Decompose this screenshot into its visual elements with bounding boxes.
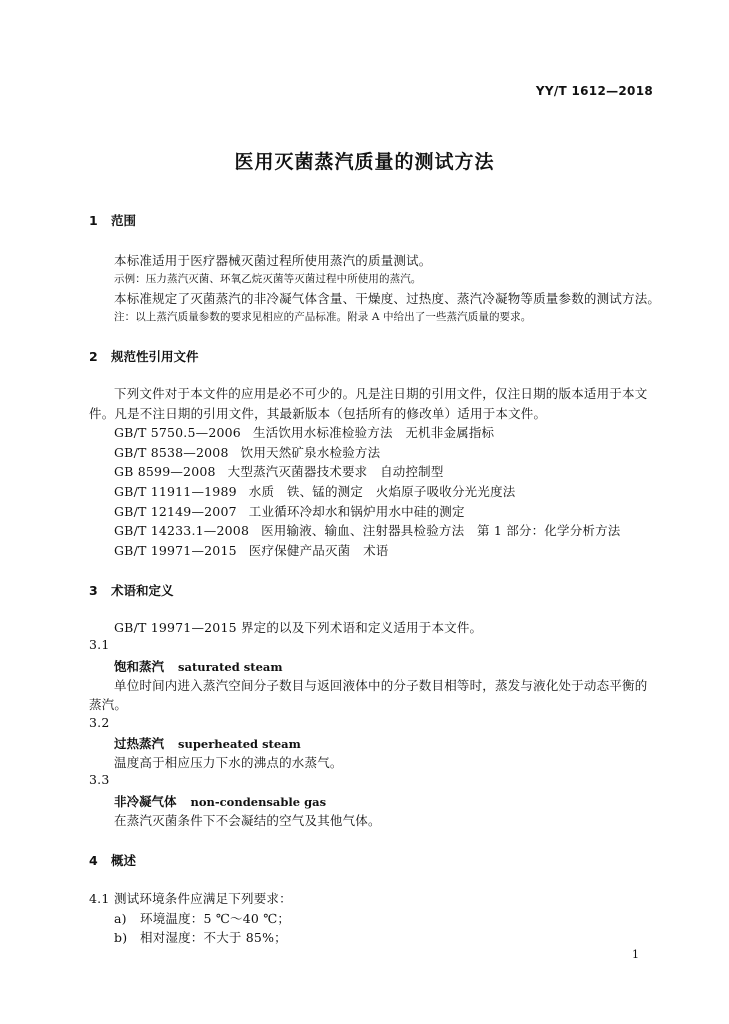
subsection-number: 4.1 [89, 891, 110, 906]
reference-title: 医用输液、输血、注射器具检验方法 第 1 部分：化学分析方法 [261, 523, 621, 538]
reference-code: GB/T 14233.1—2008 [114, 523, 250, 538]
section-heading-terms [89, 581, 174, 599]
term-definition-continued: 蒸汽。 [89, 697, 128, 712]
section-heading-overview [89, 851, 136, 869]
references-intro-line-1: 下列文件对于本文件的应用是必不可少的。凡是注日期的引用文件，仅注日期的版本适用于本文 [114, 386, 648, 401]
term-number: 3.3 [89, 772, 110, 787]
reference-item [114, 462, 444, 480]
section-number: 1 [89, 213, 98, 228]
scope-paragraph-1: 本标准适用于医疗器械灭菌过程所使用蒸汽的质量测试。 [114, 253, 432, 268]
reference-item [114, 502, 465, 520]
list-label: b) [114, 930, 128, 945]
list-item [114, 909, 290, 927]
reference-title: 工业循环冷却水和锅炉用水中硅的测定 [248, 504, 465, 519]
section-title: 概述 [111, 853, 137, 868]
subsection-text: 测试环境条件应满足下列要求： [114, 891, 292, 906]
term-definition: 单位时间内进入蒸汽空间分子数目与返回液体中的分子数目相等时，蒸发与液化处于动态平衡的 [114, 678, 648, 693]
reference-title: 医疗保健产品灭菌 术语 [248, 543, 389, 558]
term-number: 3.1 [89, 637, 110, 652]
term-heading [114, 734, 301, 752]
reference-title: 生活饮用水标准检验方法 无机非金属指标 [252, 425, 495, 440]
term-en: superheated steam [178, 737, 301, 751]
standard-code: YY/T 1612—2018 [535, 84, 653, 98]
reference-code: GB 8599—2008 [114, 464, 216, 479]
document-title: 医用灭菌蒸汽质量的测试方法 [234, 151, 495, 173]
page-number: 1 [632, 948, 639, 961]
term-en: non-condensable gas [190, 795, 327, 809]
section-title: 术语和定义 [111, 583, 174, 598]
term-zh: 非冷凝气体 [114, 794, 177, 809]
list-text: 相对湿度：不大于 85%； [140, 930, 287, 945]
term-definition: 在蒸汽灭菌条件下不会凝结的空气及其他气体。 [114, 813, 381, 828]
terms-intro: GB/T 19971—2015 界定的以及下列术语和定义适用于本文件。 [114, 620, 483, 635]
section-heading-scope [89, 211, 136, 229]
term-zh: 饱和蒸汽 [114, 659, 165, 674]
term-heading [114, 792, 326, 810]
reference-title: 大型蒸汽灭菌器技术要求 自动控制型 [227, 464, 444, 479]
list-label: a) [114, 911, 127, 926]
list-item [114, 928, 287, 946]
references-intro-line-2: 件。凡是不注日期的引用文件，其最新版本（包括所有的修改单）适用于本文件。 [89, 406, 547, 421]
section-heading-references [89, 347, 199, 365]
list-text: 环境温度：5 ℃～40 ℃； [140, 911, 291, 926]
scope-paragraph-2: 本标准规定了灭菌蒸汽的非冷凝气体含量、干燥度、过热度、蒸汽冷凝物等质量参数的测试方法。 [114, 291, 661, 306]
reference-item [114, 482, 515, 500]
section-number: 4 [89, 853, 98, 868]
section-title: 规范性引用文件 [111, 349, 199, 364]
scope-example: 示例：压力蒸汽灭菌、环氧乙烷灭菌等灭菌过程中所使用的蒸汽。 [114, 273, 422, 285]
reference-item [114, 521, 621, 539]
reference-code: GB/T 5750.5—2006 [114, 425, 241, 440]
section-number: 2 [89, 349, 98, 364]
section-title: 范围 [111, 213, 137, 228]
term-heading [114, 657, 283, 675]
reference-title: 饮用天然矿泉水检验方法 [240, 445, 381, 460]
term-number: 3.2 [89, 715, 110, 730]
term-zh: 过热蒸汽 [114, 736, 165, 751]
reference-item [114, 541, 388, 559]
reference-item [114, 423, 494, 441]
reference-code: GB/T 12149—2007 [114, 504, 237, 519]
term-definition: 温度高于相应压力下水的沸点的水蒸气。 [114, 755, 343, 770]
scope-note: 注：以上蒸汽质量参数的要求见相应的产品标准。附录 A 中给出了一些蒸汽质量的要求。 [114, 311, 532, 323]
reference-title: 水质 铁、锰的测定 火焰原子吸收分光光度法 [248, 484, 516, 499]
subsection-4-1 [89, 889, 292, 907]
reference-code: GB/T 11911—1989 [114, 484, 237, 499]
term-en: saturated steam [178, 660, 283, 674]
reference-item [114, 443, 380, 461]
reference-code: GB/T 8538—2008 [114, 445, 229, 460]
section-number: 3 [89, 583, 98, 598]
reference-code: GB/T 19971—2015 [114, 543, 237, 558]
